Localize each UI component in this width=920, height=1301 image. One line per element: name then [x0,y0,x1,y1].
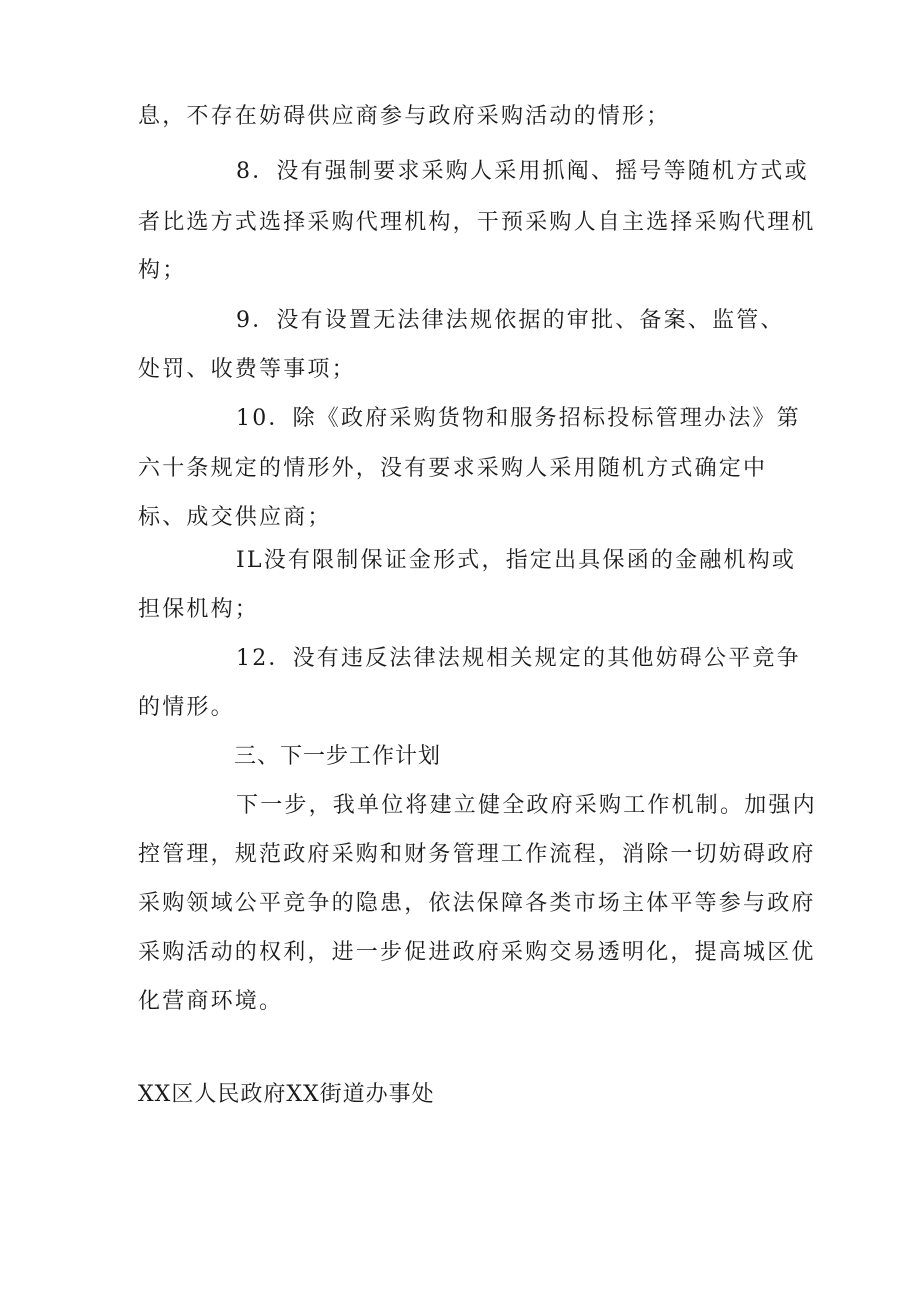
item-12-line-1: 12．没有违反法律法规相关规定的其他妨碍公平竞争 [236,646,801,671]
plan-line-1: 下一步，我单位将建立健全政府采购工作机制。加强内 [236,793,817,818]
plan-line-5: 化营商环境。 [138,989,284,1014]
text-line: 息，不存在妨碍供应商参与政府采购活动的情形； [138,104,671,129]
plan-line-3: 采购领域公平竞争的隐患，依法保障各类市场主体平等参与政府 [138,891,816,916]
item-10-line-1: 10．除《政府采购货物和服务招标投标管理办法》第 [236,406,801,431]
item-12-line-2: 的情形。 [138,695,235,720]
item-11-line-2: 担保机构； [138,597,260,622]
item-10-line-2: 六十条规定的情形外，没有要求采购人采用随机方式确定中 [138,456,768,481]
plan-line-2: 控管理，规范政府采购和财务管理工作流程，消除一切妨碍政府 [138,842,816,867]
item-10-line-3: 标、成交供应商； [138,505,332,530]
item-8-line-3: 构； [138,258,187,283]
item-8-line-1: 8．没有强制要求采购人采用抓阄、摇号等随机方式或 [236,159,809,184]
signature: XX区人民政府XX街道办事处 [138,1082,435,1107]
item-9-line-2: 处罚、收费等事项； [138,357,356,382]
item-9-line-1: 9．没有设置无法律法规依据的审批、备案、监管、 [236,308,785,333]
plan-line-4: 采购活动的权利，进一步促进政府采购交易透明化，提高城区优 [138,940,816,965]
section-heading: 三、下一步工作计划 [234,744,442,769]
item-11-line-1: IL没有限制保证金形式，指定出具保函的金融机构或 [236,548,797,573]
item-8-line-2: 者比选方式选择采购代理机构，干预采购人自主选择采购代理机 [138,210,816,235]
